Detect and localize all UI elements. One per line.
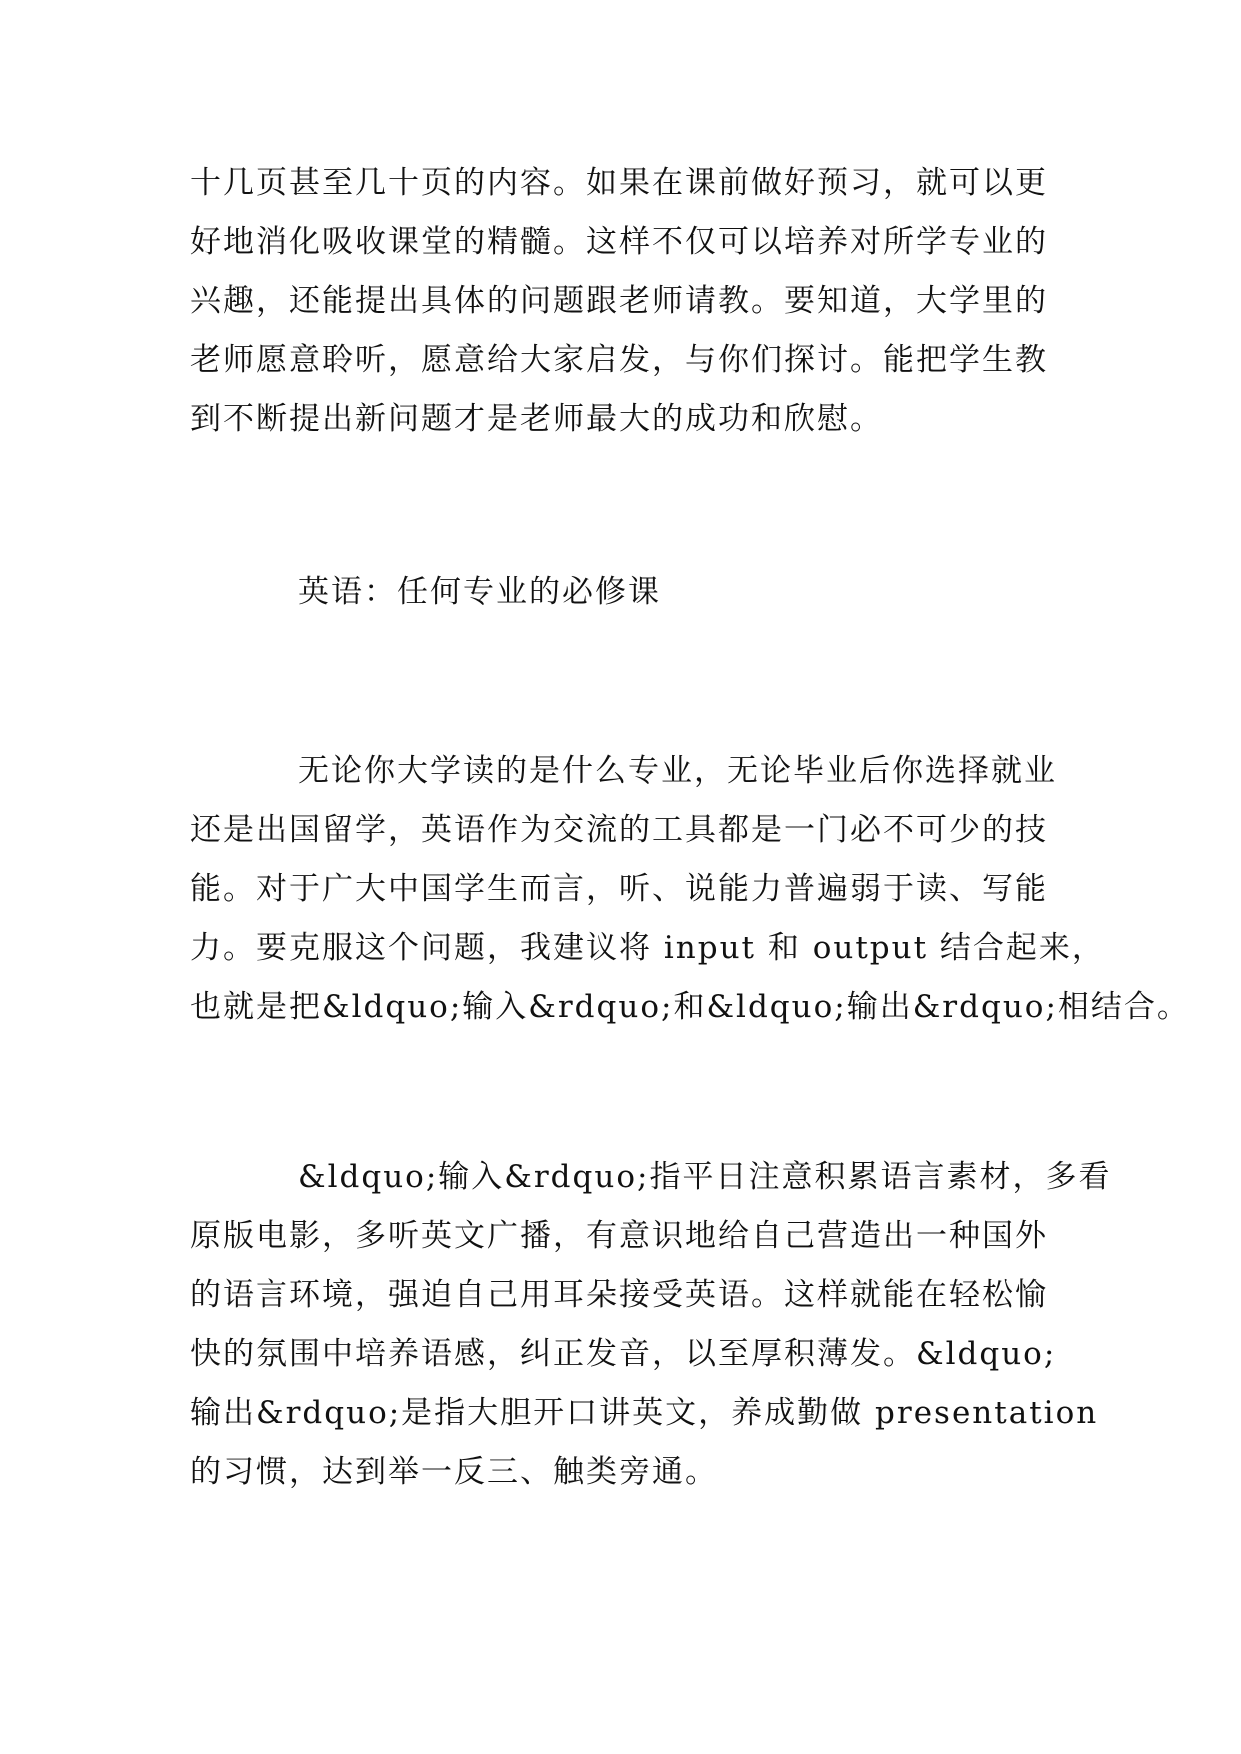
- section-heading: [190, 563, 1052, 622]
- text-line: 能。对于广大中国学生而言，听、说能力普遍弱于读、写能: [190, 871, 1048, 907]
- text-line: 兴趣，还能提出具体的问题跟老师请教。要知道，大学里的: [190, 283, 1048, 319]
- text-line: 力。要克服这个问题，我建议将 input 和 output 结合起来，: [190, 930, 1105, 966]
- paragraph-english-importance: [190, 742, 1190, 1037]
- text-line: 还是出国留学，英语作为交流的工具都是一门必不可少的技: [190, 812, 1048, 848]
- paragraph-preview-study: [190, 154, 1052, 449]
- text-line: 好地消化吸收课堂的精髓。这样不仅可以培养对所学专业的: [190, 224, 1048, 260]
- text-line: 也就是把&ldquo;输入&rdquo;和&ldquo;输出&rdquo;相结合。: [190, 989, 1190, 1025]
- text-line: 老师愿意聆听，愿意给大家启发，与你们探讨。能把学生教: [190, 342, 1048, 378]
- paragraph-input-output: [190, 1148, 1112, 1502]
- text-line: 无论你大学读的是什么专业，无论毕业后你选择就业: [298, 753, 1057, 789]
- text-line: 的语言环境，强迫自己用耳朵接受英语。这样就能在轻松愉: [190, 1277, 1048, 1313]
- text-line: &ldquo;输入&rdquo;指平日注意积累语言素材，多看: [298, 1159, 1112, 1195]
- heading-text: 英语：任何专业的必修课: [298, 574, 661, 610]
- text-line: 快的氛围中培养语感，纠正发音，以至厚积薄发。&ldquo;: [190, 1336, 1057, 1372]
- text-line: 原版电影，多听英文广播，有意识地给自己营造出一种国外: [190, 1218, 1048, 1254]
- text-line: 到不断提出新问题才是老师最大的成功和欣慰。: [190, 401, 883, 437]
- text-line: 输出&rdquo;是指大胆开口讲英文，养成勤做 presentation: [190, 1395, 1099, 1431]
- text-line: 的习惯，达到举一反三、触类旁通。: [190, 1454, 718, 1490]
- text-line: 十几页甚至几十页的内容。如果在课前做好预习，就可以更: [190, 165, 1048, 201]
